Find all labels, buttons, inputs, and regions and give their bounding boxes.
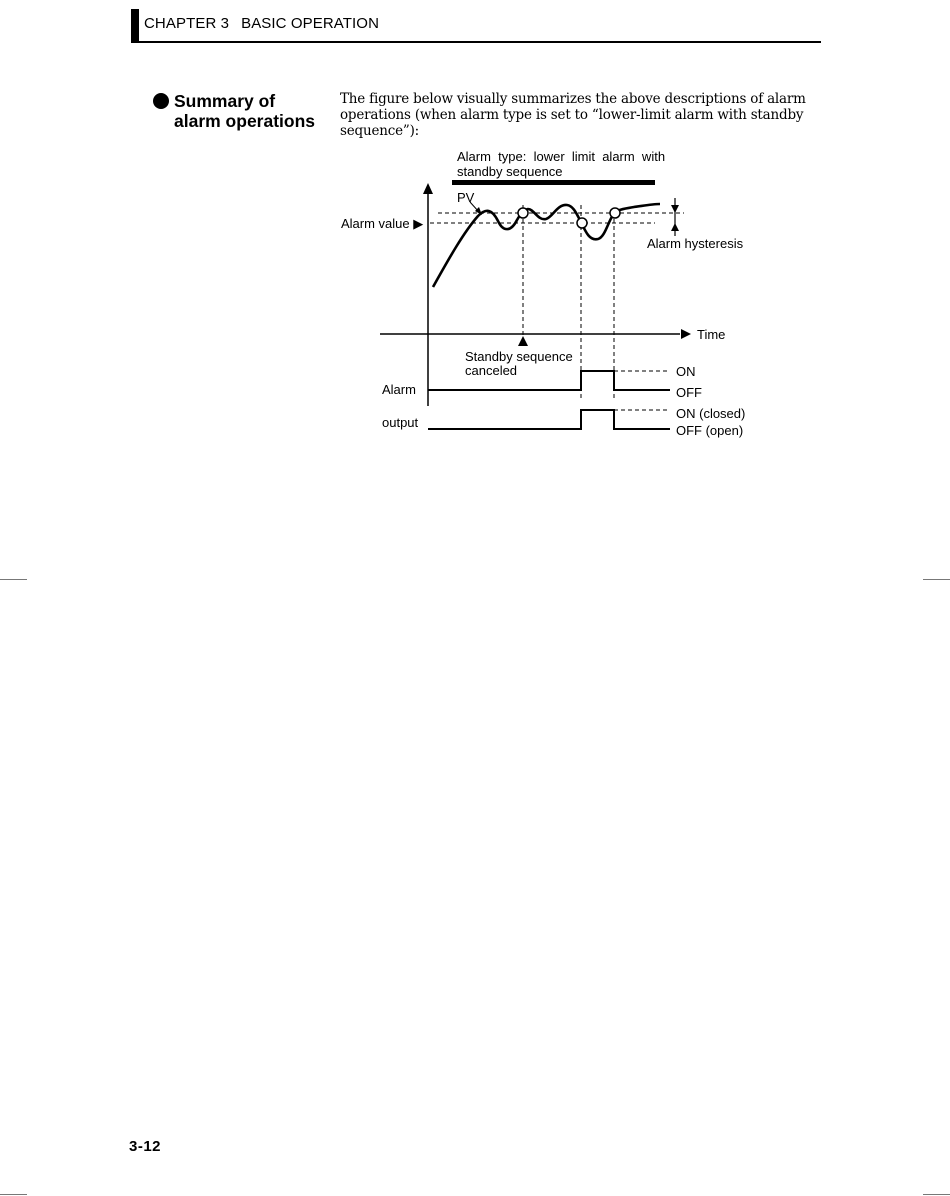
time-axis-arrow-icon <box>681 329 691 339</box>
crop-mark <box>923 1194 950 1195</box>
standby-cancel-point <box>518 208 528 218</box>
intro-line: operations (when alarm type is set to “lower-limit alarm with standby <box>340 107 804 123</box>
section-heading-line2: alarm operations <box>174 111 316 131</box>
alarm-hysteresis-label: Alarm hysteresis <box>647 236 744 251</box>
y-axis-arrow-icon <box>423 183 433 194</box>
crop-mark <box>923 579 950 580</box>
time-label: Time <box>697 327 726 342</box>
output-off-open-label: OFF (open) <box>676 423 744 438</box>
output-on-closed-label: ON (closed) <box>676 406 746 421</box>
standby-cancel-arrow-icon <box>518 336 528 346</box>
output-signal <box>428 410 670 429</box>
hysteresis-down-arrow-icon <box>671 205 679 213</box>
standby-label-line1: Standby sequence <box>465 349 573 364</box>
alarm-on-label: ON <box>676 364 696 379</box>
figure-caption-line2: standby sequence <box>457 164 563 179</box>
standby-label-line2: canceled <box>465 363 518 378</box>
pv-label: PV <box>457 190 475 205</box>
alarm-off-label: OFF <box>676 385 702 400</box>
hysteresis-up-arrow-icon <box>671 223 679 231</box>
figure-caption-line1: Alarm type: lower limit alarm with <box>457 149 666 164</box>
section-heading-line1: Summary of <box>174 91 276 111</box>
intro-line: sequence”): <box>340 123 420 139</box>
page-number: 3-12 <box>129 1138 162 1155</box>
alarm-label: Alarm <box>382 382 416 397</box>
alarm-value-label: Alarm value ▶ <box>341 216 424 231</box>
chapter-number: CHAPTER 3 <box>144 15 230 32</box>
crop-mark <box>0 1194 27 1195</box>
alarm-operation-diagram <box>0 0 950 460</box>
standby-range-bar <box>452 180 655 185</box>
output-label: output <box>382 415 419 430</box>
crop-mark <box>0 579 27 580</box>
intro-line: The figure below visually summarizes the above descriptions of alarm <box>340 91 806 107</box>
pv-curve <box>433 204 660 287</box>
chapter-title: BASIC OPERATION <box>241 15 380 32</box>
alarm-off-point <box>610 208 620 218</box>
alarm-on-point <box>577 218 587 228</box>
